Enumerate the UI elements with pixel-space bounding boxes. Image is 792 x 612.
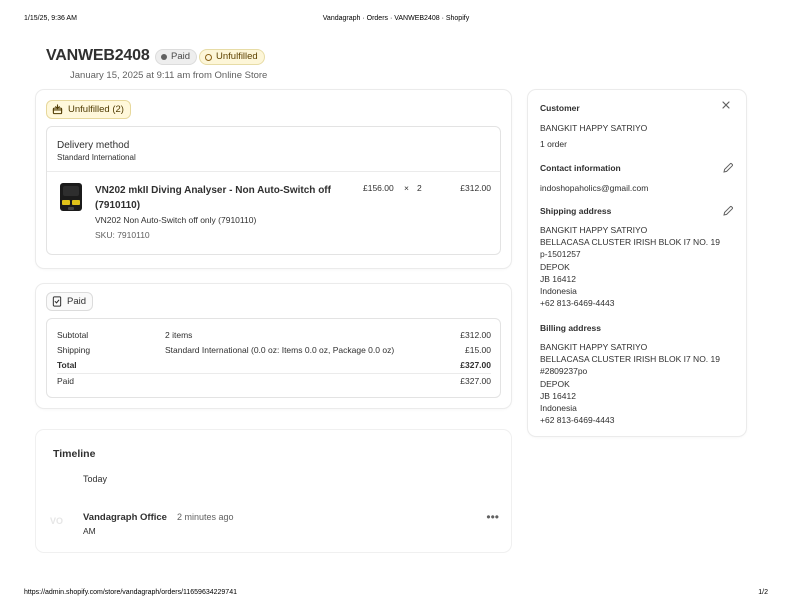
product-name-line-1[interactable]: VN202 mkII Diving Analyser - Non Auto-Switch off (95, 185, 331, 196)
unfulfilled-status-pill (46, 100, 131, 119)
payment-row-amount: £15.00 (465, 345, 491, 355)
customer-order-count[interactable]: 1 order (540, 139, 567, 149)
divider (47, 171, 500, 172)
billing-address-line: +62 813-6469-4443 (540, 415, 615, 426)
print-header (24, 15, 768, 25)
payment-row-amount: £327.00 (460, 360, 491, 370)
payment-card (36, 284, 511, 408)
timeline-card (36, 430, 511, 552)
paid-status-pill (46, 292, 93, 311)
timeline-time-suffix: AM (83, 526, 96, 536)
more-actions-icon[interactable]: ••• (486, 510, 499, 524)
customer-name[interactable]: BANGKIT HAPPY SATRIYO (540, 123, 648, 133)
shipping-address (540, 224, 720, 309)
billing-address (540, 341, 720, 426)
shipping-address-line: BELLACASA CLUSTER IRISH BLOK I7 NO. 19 (540, 237, 720, 248)
delivery-method-label: Delivery method (57, 140, 130, 151)
customer-card (528, 90, 746, 436)
shipping-address-heading: Shipping address (540, 206, 612, 216)
payment-row-shipping (57, 345, 491, 357)
receipt-icon (52, 296, 62, 307)
shipping-address-line: +62 813-6469-4443 (540, 298, 615, 309)
print-page-title: Vandagraph · Orders · VANWEB2408 · Shopify (322, 15, 470, 22)
timeline-title: Timeline (53, 448, 96, 460)
shipping-address-line: p-1501257 (540, 249, 581, 260)
print-timestamp: 1/15/25, 9:36 AM (24, 15, 77, 22)
timeline-time: 2 minutes ago (177, 512, 234, 522)
product-name-line-2[interactable]: (7910110) (95, 200, 141, 211)
print-footer (24, 589, 768, 599)
package-icon (52, 104, 63, 115)
product-sku: SKU: 7910110 (95, 230, 150, 240)
close-icon[interactable] (720, 100, 732, 112)
billing-address-line: BELLACASA CLUSTER IRISH BLOK I7 NO. 19 (540, 354, 720, 365)
shipping-address-line: JB 16412 (540, 273, 576, 284)
billing-address-line: JB 16412 (540, 390, 576, 401)
pencil-icon[interactable] (722, 162, 734, 174)
unfulfilled-status-label: Unfulfilled (2) (68, 104, 124, 115)
paid-dot-icon (161, 54, 167, 60)
shipping-address-line: DEPOK (540, 261, 570, 272)
payment-row-label: Subtotal (57, 330, 89, 340)
order-title: VANWEB2408 (46, 47, 150, 64)
payment-row-subtotal (57, 330, 491, 342)
product-quantity: 2 (417, 183, 422, 193)
payment-row-amount: £312.00 (460, 330, 491, 340)
payment-row-paid (57, 376, 491, 388)
delivery-method-value: Standard International (57, 153, 136, 162)
timeline-day-label: Today (83, 474, 108, 484)
timeline-author: Vandagraph Office (83, 512, 167, 523)
print-url: https://admin.shopify.com/store/vandagraph/orders/11659634229741 (24, 589, 237, 596)
payment-status-badge (155, 49, 197, 65)
product-name[interactable] (95, 183, 345, 213)
payment-row-label: Total (57, 360, 77, 370)
payment-row-amount: £327.00 (460, 376, 491, 386)
product-variant: VN202 Non Auto-Switch off only (7910110) (95, 215, 257, 225)
product-unit-price: £156.00 (363, 183, 394, 193)
product-thumbnail[interactable] (57, 181, 85, 213)
shipping-address-line: BANGKIT HAPPY SATRIYO (540, 225, 648, 235)
billing-address-line: DEPOK (540, 378, 570, 389)
avatar: VO (50, 516, 64, 526)
payment-row-detail: 2 items (165, 330, 193, 340)
payment-row-label: Paid (57, 376, 75, 386)
quantity-times-sign: × (404, 183, 409, 193)
print-page-number: 1/2 (758, 589, 768, 596)
fulfillment-box (46, 126, 501, 255)
pencil-icon[interactable] (722, 205, 734, 217)
payment-row-label: Shipping (57, 345, 91, 355)
customer-heading: Customer (540, 103, 580, 113)
payment-status-label: Paid (171, 51, 191, 62)
payment-summary-box (46, 318, 501, 398)
unfulfilled-card (36, 90, 511, 268)
payment-row-total (57, 360, 491, 372)
customer-email[interactable]: indoshopaholics@gmail.com (540, 183, 649, 193)
billing-address-line: Indonesia (540, 403, 577, 414)
billing-address-line: #2809237po (540, 366, 588, 377)
unfulfilled-dot-icon (205, 54, 212, 61)
shipping-address-line: Indonesia (540, 286, 577, 297)
fulfillment-status-label: Unfulfilled (216, 51, 258, 62)
billing-address-heading: Billing address (540, 323, 601, 333)
billing-address-line: BANGKIT HAPPY SATRIYO (540, 342, 648, 352)
paid-status-label: Paid (67, 296, 87, 307)
divider (57, 373, 491, 374)
contact-info-heading: Contact information (540, 163, 621, 173)
payment-row-detail: Standard International (0.0 oz: Items 0.0 oz, Package 0.0 oz) (165, 345, 395, 355)
order-subtitle: January 15, 2025 at 9:11 am from Online Store (70, 70, 268, 81)
product-line-total: £312.00 (460, 183, 491, 193)
fulfillment-status-badge (199, 49, 265, 65)
